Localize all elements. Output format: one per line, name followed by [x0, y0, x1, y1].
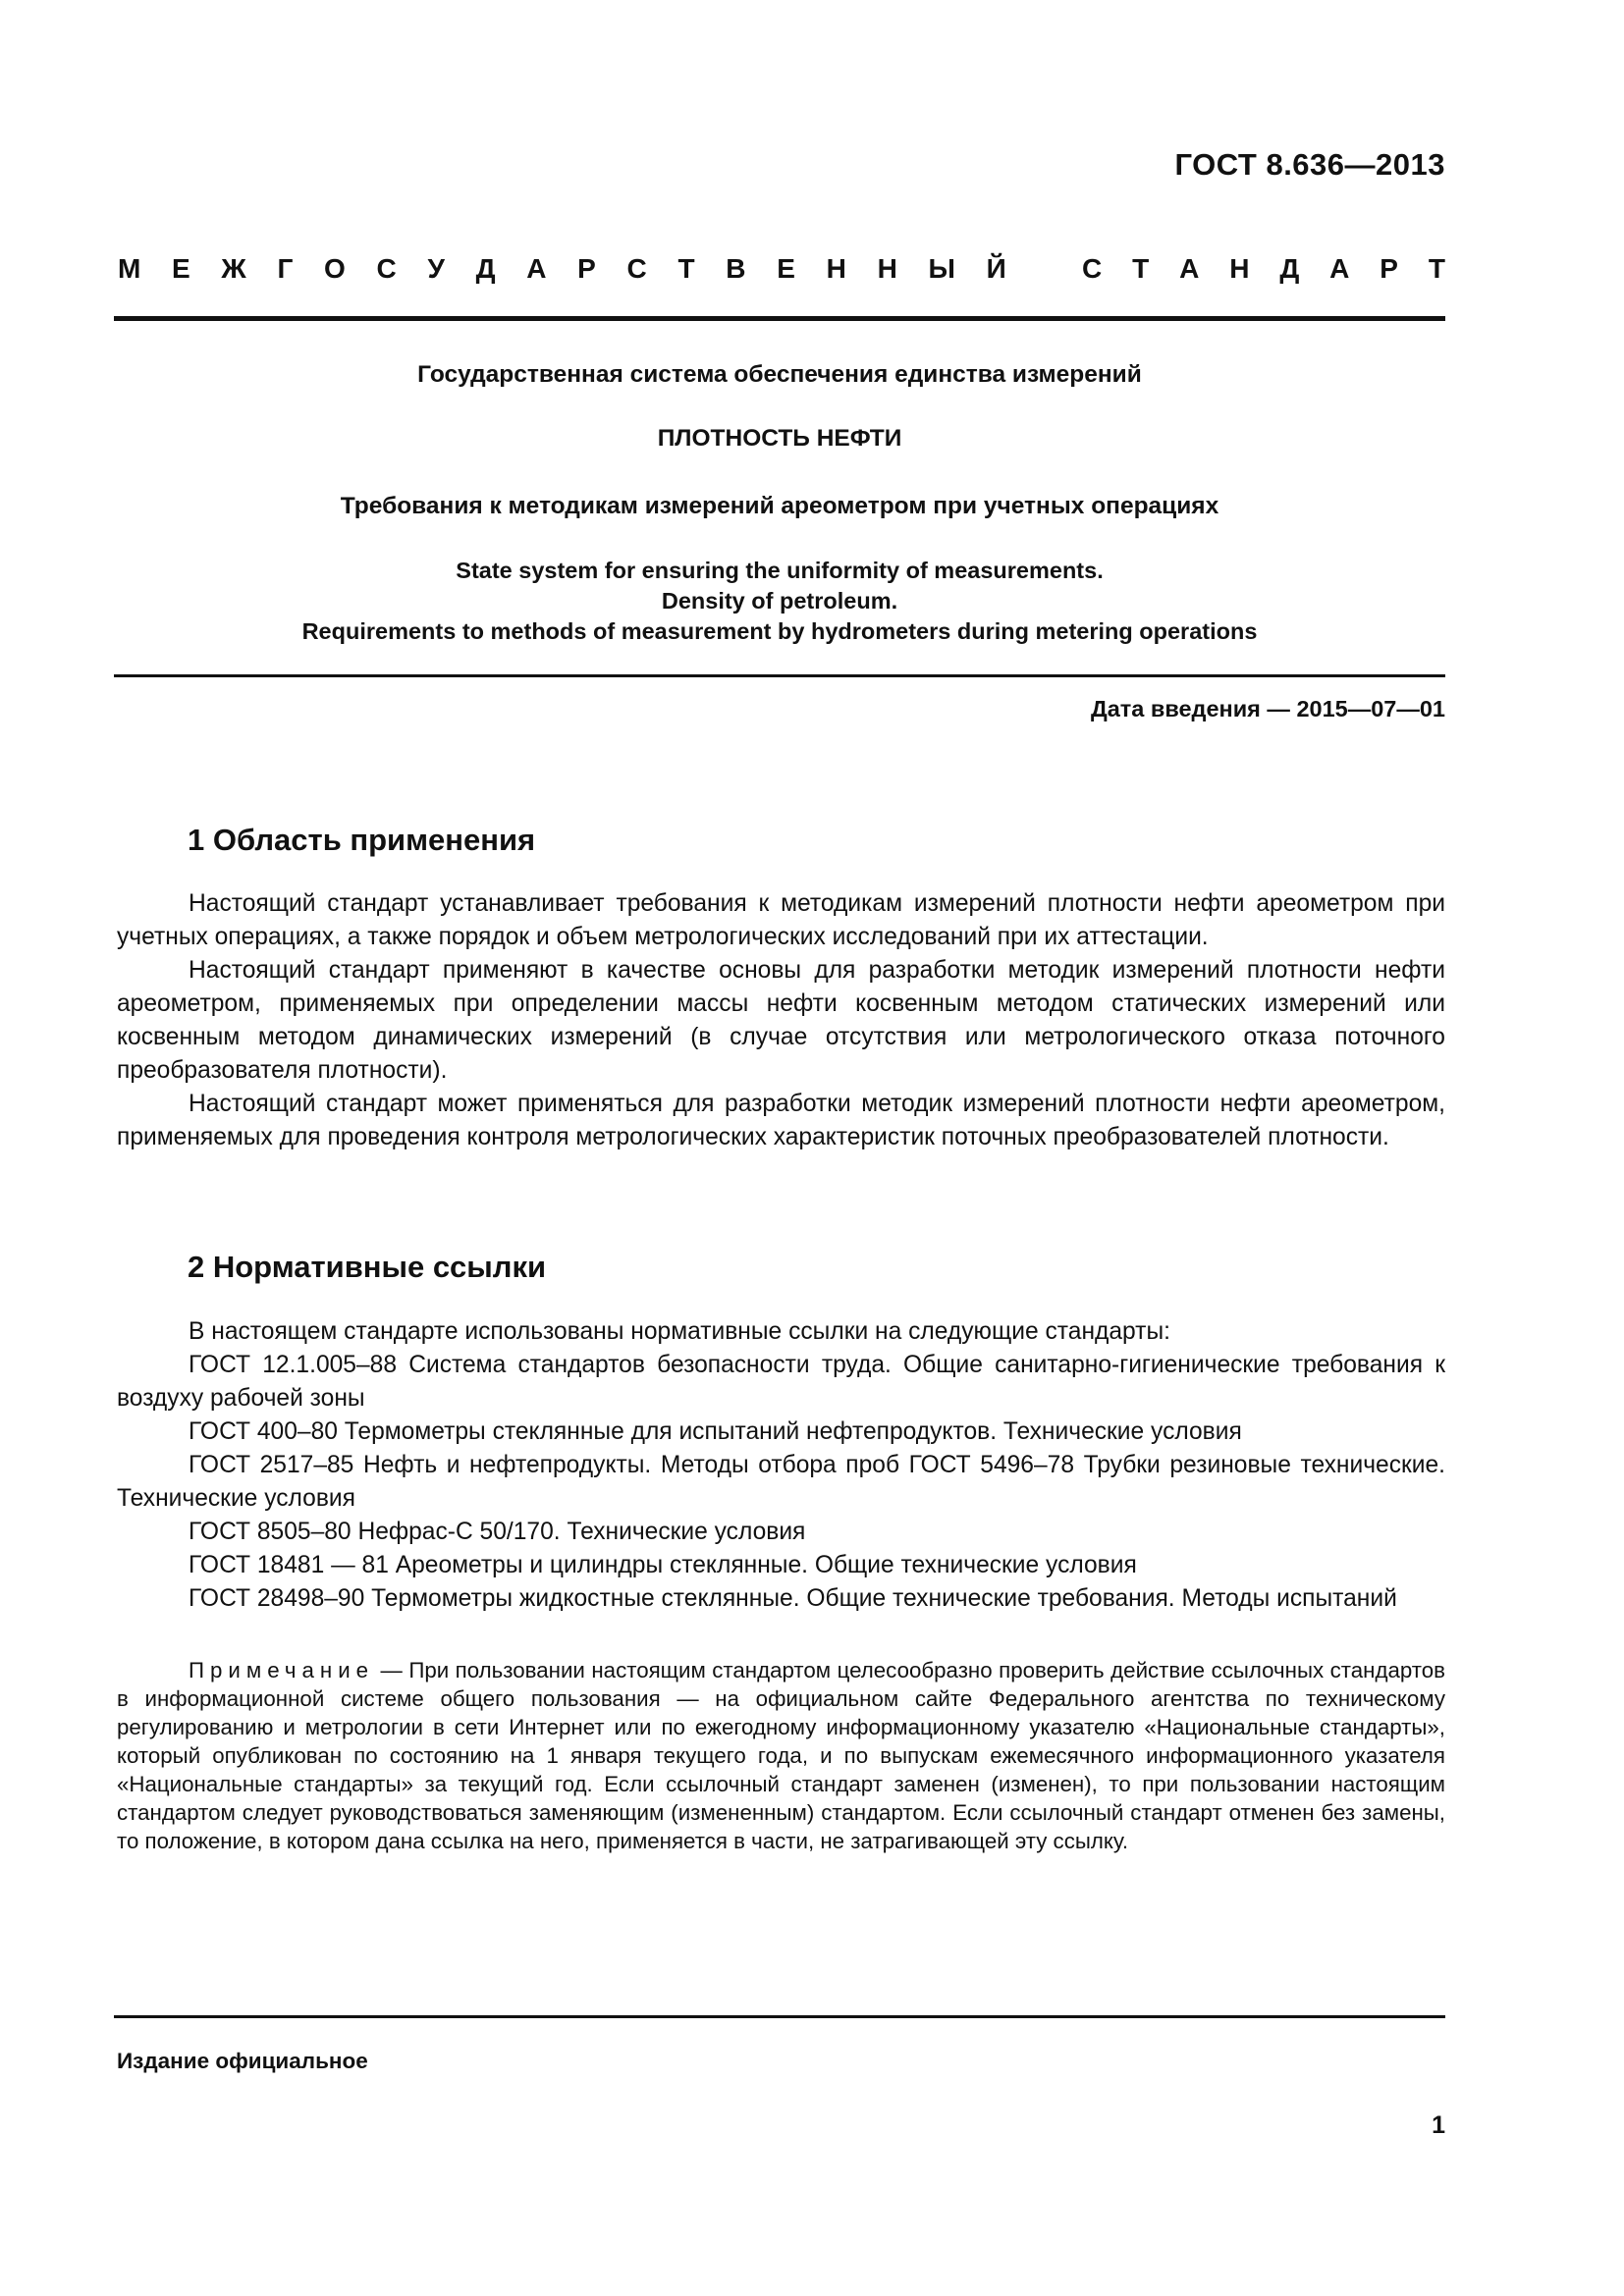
banner-letter: Н — [877, 253, 897, 284]
page-number: 1 — [1432, 2111, 1445, 2139]
banner-letter: Г — [277, 253, 294, 284]
banner-letter: Ы — [928, 253, 955, 284]
section-1-body — [117, 887, 1445, 1154]
reference-item: ГОСТ 12.1.005–88 Система стандартов безопасности труда. Общие санитарно-гигиенические требования к воздуху рабочей зоны — [117, 1352, 1445, 1412]
english-title-line-3: Requirements to methods of measurement by hydrometers during metering operations — [301, 618, 1258, 644]
banner-letter: С — [376, 253, 397, 284]
section-2-body — [117, 1315, 1445, 1616]
banner-letter: Н — [826, 253, 846, 284]
footer-divider — [114, 2015, 1445, 2018]
official-edition-label: Издание официальное — [117, 2049, 368, 2073]
system-title: Государственная система обеспечения единства измерений — [417, 361, 1142, 388]
reference-item: ГОСТ 400–80 Термометры стеклянные для испытаний нефтепродуктов. Технические условия — [189, 1418, 1242, 1445]
banner-letter: О — [324, 253, 346, 284]
note-label: Примечание — [189, 1658, 375, 1682]
banner-letter: М — [118, 253, 141, 284]
banner-letter: Е — [777, 253, 795, 284]
banner-letter: В — [726, 253, 746, 284]
english-title — [114, 556, 1445, 647]
banner-letter: Т — [1132, 253, 1150, 284]
standard-type-banner — [118, 253, 1445, 285]
banner-letter: У — [427, 253, 445, 284]
banner-letter: Т — [1428, 253, 1445, 284]
banner-letter: Ж — [221, 253, 246, 284]
section-1-heading: 1 Область применения — [188, 823, 536, 857]
banner-letter: Е — [172, 253, 190, 284]
introduction-date: Дата введения — 2015—07—01 — [1090, 696, 1445, 721]
banner-letter: Т — [677, 253, 695, 284]
reference-item: ГОСТ 2517–85 Нефть и нефтепродукты. Методы отбора проб ГОСТ 5496–78 Трубки резиновые технические. Технические условия — [117, 1452, 1445, 1512]
document-page — [114, 0, 1445, 2296]
banner-letter: А — [1179, 253, 1200, 284]
section-1-paragraph: Настоящий стандарт применяют в качестве основы для разработки методик измерений плотности нефти ареометром, применяемых при определении массы нефти косвенным методом статических измерений или косвенным методом динамических измерений (в случае отсутствия или метрологического отказа поточного преобразователя плотности). — [117, 957, 1445, 1084]
reference-item: ГОСТ 18481 — 81 Ареометры и цилиндры стеклянные. Общие технические условия — [189, 1552, 1137, 1578]
banner-letter: Д — [475, 253, 496, 284]
subject-title: ПЛОТНОСТЬ НЕФТИ — [657, 425, 902, 452]
banner-word-interstate — [118, 253, 1006, 285]
banner-letter: С — [1082, 253, 1103, 284]
banner-letter: А — [1329, 253, 1350, 284]
document-subtitle: Требования к методикам измерений ареометром при учетных операциях — [340, 493, 1219, 519]
english-title-line-1: State system for ensuring the uniformity of measurements. — [456, 558, 1104, 583]
reference-item: ГОСТ 8505–80 Нефрас-С 50/170. Технические условия — [189, 1519, 806, 1545]
references-intro: В настоящем стандарте использованы нормативные ссылки на следующие стандарты: — [189, 1318, 1170, 1345]
title-divider — [114, 674, 1445, 677]
english-title-line-2: Density of petroleum. — [661, 588, 898, 614]
header-divider — [114, 316, 1445, 321]
section-1-paragraph: Настоящий стандарт устанавливает требования к методикам измерений плотности нефти ареометром при учетных операциях, а также порядок и объем метрологических исследований при их аттестации. — [117, 890, 1445, 950]
banner-letter: Р — [577, 253, 596, 284]
banner-letter: Н — [1229, 253, 1250, 284]
banner-letter: Й — [986, 253, 1006, 284]
note-paragraph — [117, 1656, 1445, 1855]
document-code: ГОСТ 8.636—2013 — [1174, 147, 1445, 182]
banner-letter: А — [526, 253, 547, 284]
section-1-paragraph: Настоящий стандарт может применяться для разработки методик измерений плотности нефти ареометром, применяемых для проведения контроля метрологических характеристик поточных преобразователей плотности. — [117, 1091, 1445, 1150]
banner-word-standard — [1082, 253, 1445, 285]
note-block — [117, 1656, 1445, 1855]
banner-letter: Р — [1380, 253, 1398, 284]
banner-letter: Д — [1279, 253, 1300, 284]
reference-item: ГОСТ 28498–90 Термометры жидкостные стеклянные. Общие технические требования. Методы испытаний — [189, 1585, 1397, 1612]
section-2-heading: 2 Нормативные ссылки — [188, 1250, 547, 1284]
banner-letter: С — [626, 253, 647, 284]
note-text: — При пользовании настоящим стандартом целесообразно проверить действие ссылочных стандартов в информационной системе общего пользования — на официальном сайте Федерального агентства по техническому регулированию и метрологии в сети Интернет или по ежегодному информационному указателю «Национальные стандарты», который опубликован по состоянию на 1 января текущего года, и по выпускам ежемесячного информационного указателя «Национальные стандарты» за текущий год. Если ссылочный стандарт заменен (изменен), то при пользовании настоящим стандартом следует руководствоваться заменяющим (измененным) стандартом. Если ссылочный стандарт отменен без замены, то положение, в котором дана ссылка на него, применяется в части, не затрагивающей эту ссылку. — [117, 1658, 1445, 1853]
